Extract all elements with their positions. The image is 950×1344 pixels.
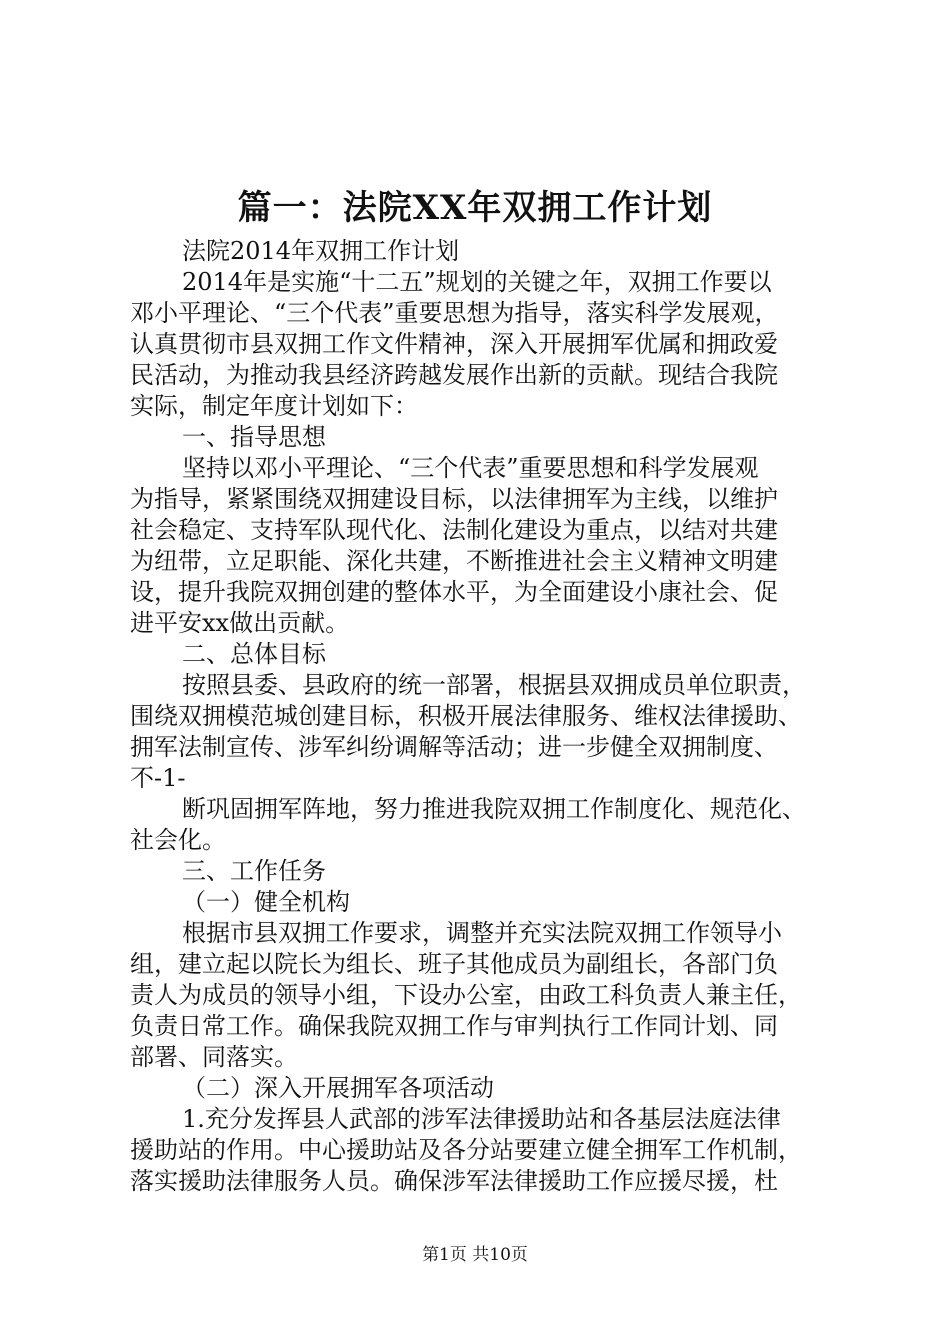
body-line: 断巩固拥军阵地，努力推进我院双拥工作制度化、规范化、 [182,795,806,823]
subsection-heading: （一）健全机构 [182,888,350,916]
body-line: 不-1- [130,764,186,792]
body-line: 民活动，为推动我县经济跨越发展作出新的贡献。现结合我院 [130,361,778,389]
body-line: 法院2014年双拥工作计划 [182,237,460,265]
body-line: 组，建立起以院长为组长、班子其他成员为副组长，各部门负 [130,950,778,978]
body-line: 部署、同落实。 [130,1043,298,1071]
body-line: 落实援助法律服务人员。确保涉军法律援助工作应援尽援，杜 [130,1167,778,1195]
body-line: 根据市县双拥工作要求，调整并充实法院双拥工作领导小 [182,919,782,947]
body-line: 邓小平理论、“三个代表”重要思想为指导，落实科学发展观， [130,299,779,327]
body-line: 援助站的作用。中心援助站及各分站要建立健全拥军工作机制， [130,1136,802,1164]
document-body [130,236,830,1197]
body-line: 1.充分发挥县人武部的涉军法律援助站和各基层法庭法律 [182,1105,781,1133]
body-line: 坚持以邓小平理论、“三个代表”重要思想和科学发展观 [182,454,759,482]
body-line: 2014年是实施“十二五”规划的关键之年，双拥工作要以 [182,268,772,296]
body-line: 围绕双拥模范城创建目标，积极开展法律服务、维权法律援助、 [130,702,802,730]
body-line: 社会化。 [130,826,226,854]
body-line: 按照县委、县政府的统一部署，根据县双拥成员单位职责， [182,671,806,699]
body-line: 设，提升我院双拥创建的整体水平，为全面建设小康社会、促 [130,578,778,606]
page-footer: 第1页 共10页 [422,1245,528,1265]
body-line: 拥军法制宣传、涉军纠纷调解等活动；进一步健全双拥制度、 [130,733,778,761]
section-heading: 一、指导思想 [182,423,326,451]
document-title: 篇一：法院XX年双拥工作计划 [237,188,713,228]
body-line: 进平安xx做出贡献。 [130,609,350,637]
body-line: 为指导，紧紧围绕双拥建设目标，以法律拥军为主线，以维护 [130,485,778,513]
section-heading: 二、总体目标 [182,640,326,668]
body-line: 责人为成员的领导小组，下设办公室，由政工科负责人兼主任， [130,981,802,1009]
body-line: 认真贯彻市县双拥工作文件精神，深入开展拥军优属和拥政爱 [130,330,778,358]
body-line: 社会稳定、支持军队现代化、法制化建设为重点，以结对共建 [130,516,778,544]
body-line: 实际，制定年度计划如下： [130,392,418,420]
body-line: 为纽带，立足职能、深化共建，不断推进社会主义精神文明建 [130,547,778,575]
body-line: 负责日常工作。确保我院双拥工作与审判执行工作同计划、同 [130,1012,778,1040]
subsection-heading: （二）深入开展拥军各项活动 [182,1074,494,1102]
section-heading: 三、工作任务 [182,857,326,885]
